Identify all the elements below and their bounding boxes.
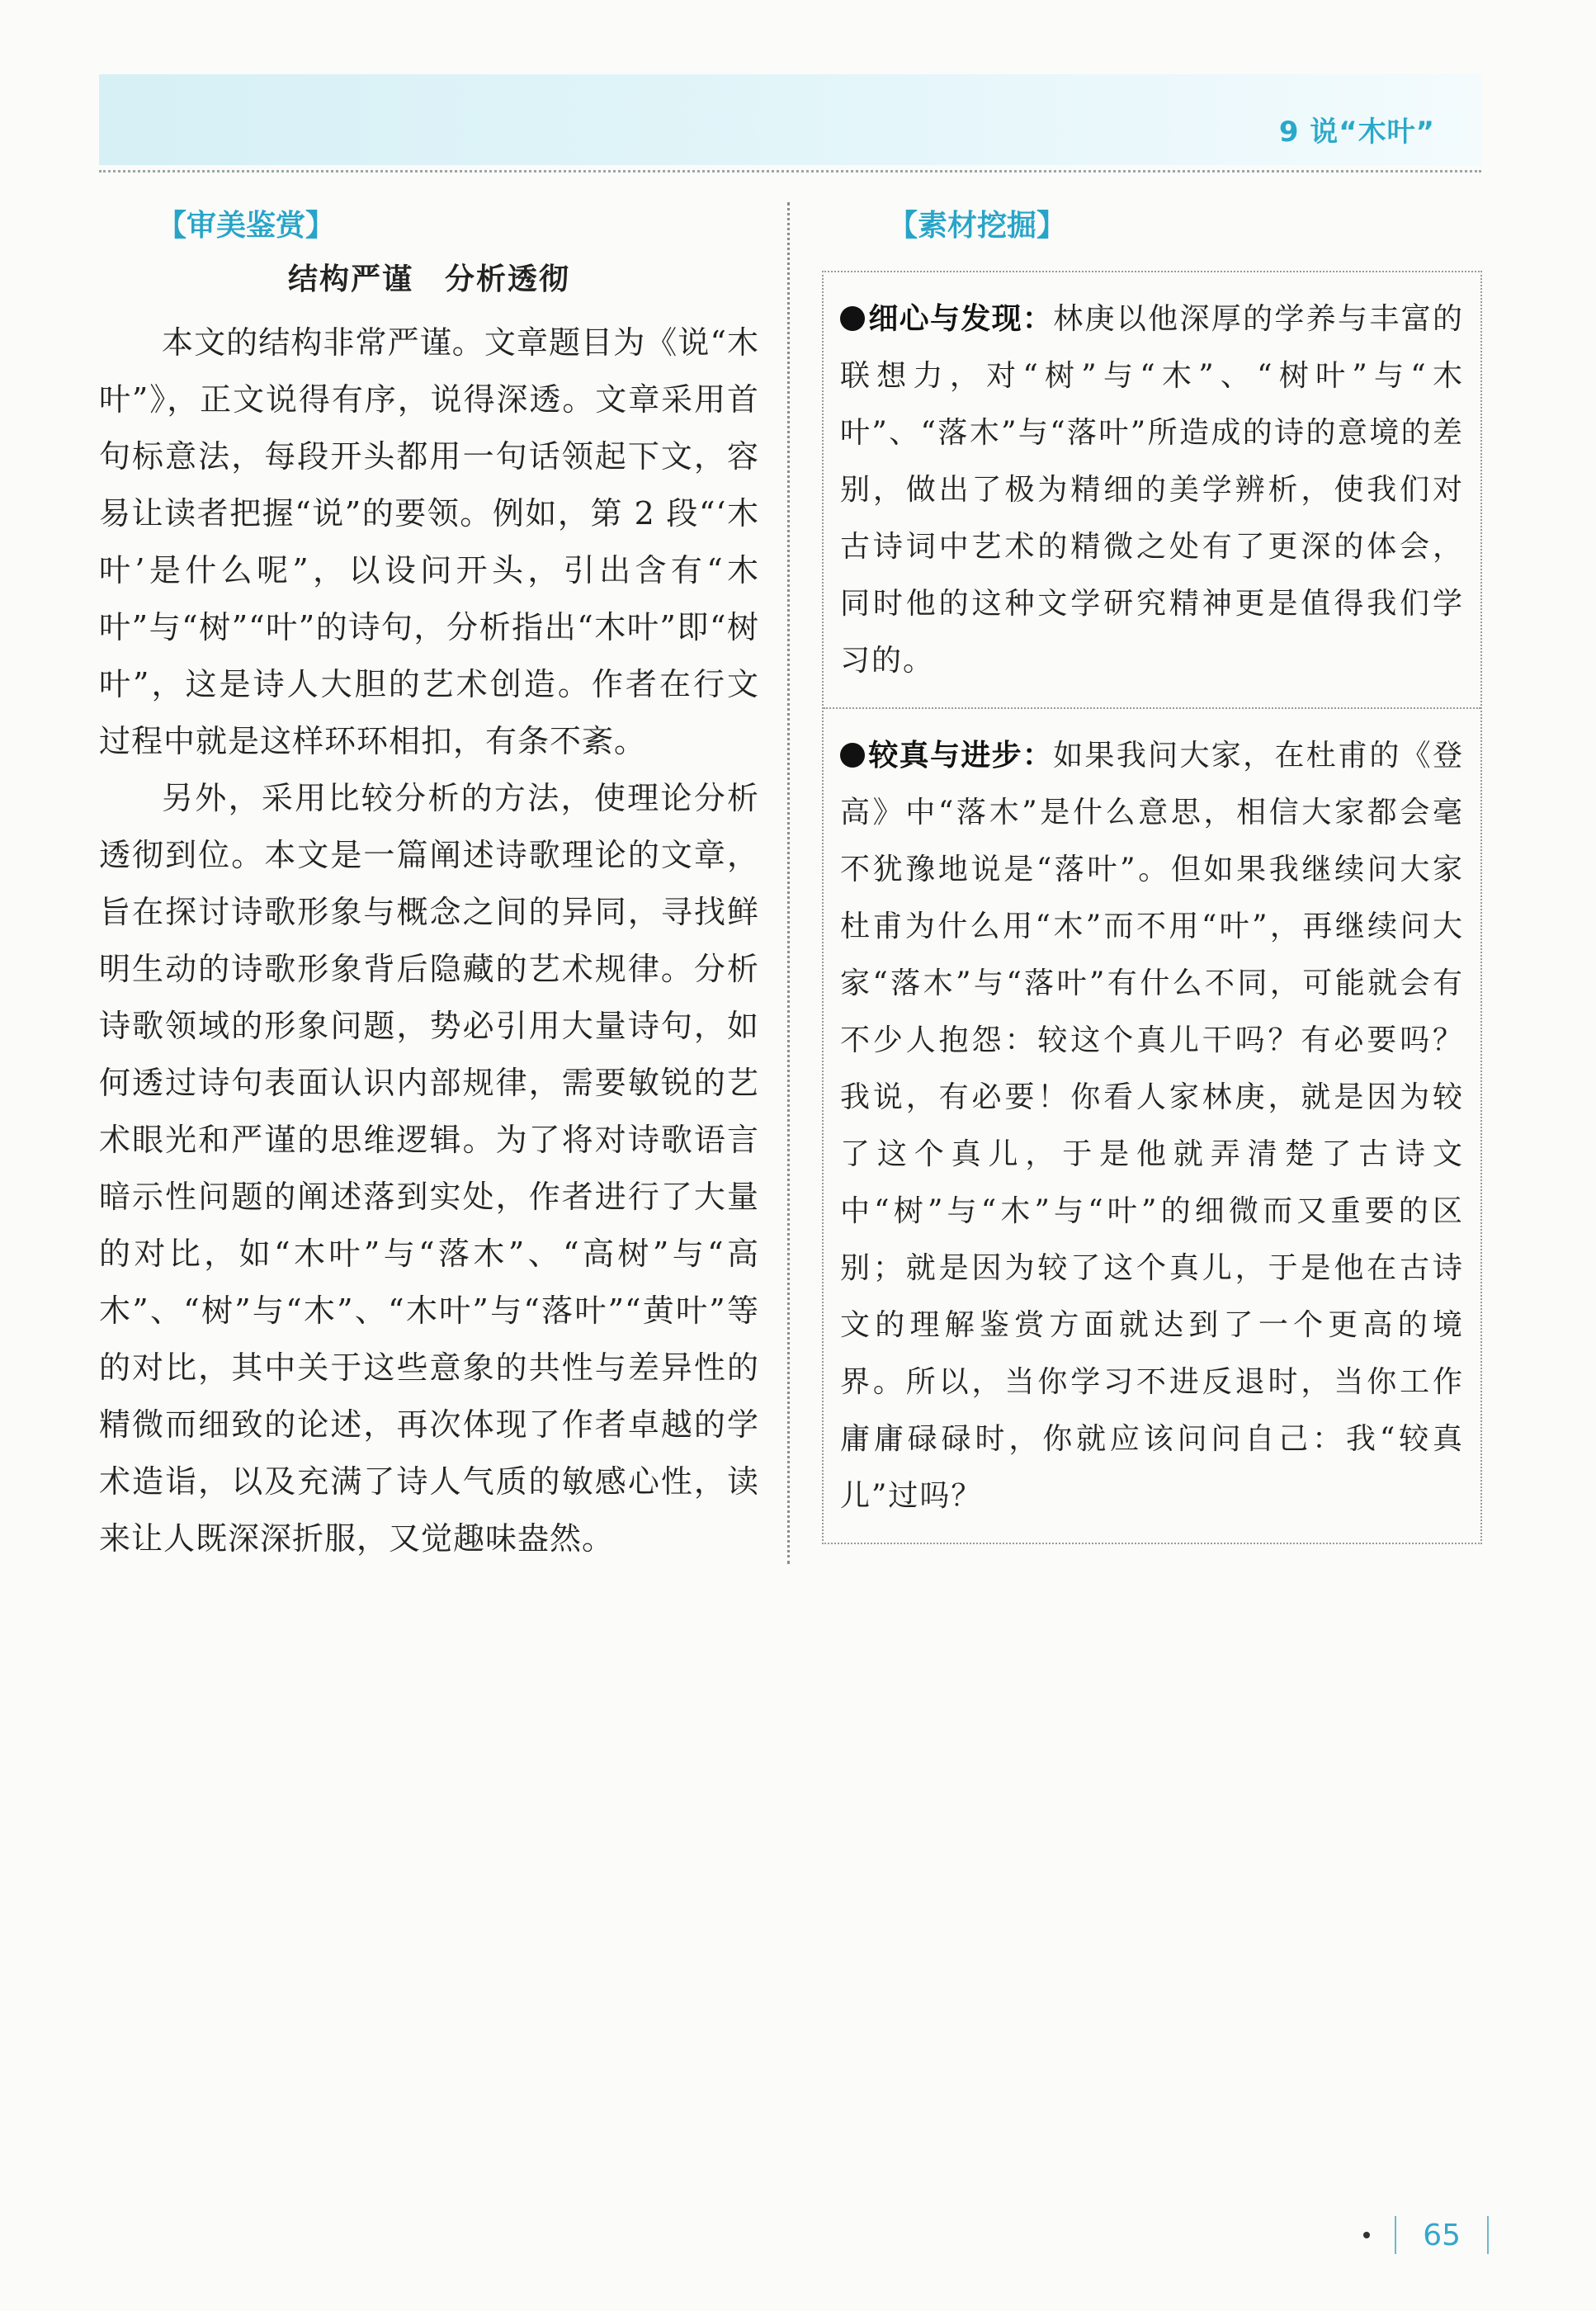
page-footer [1363,2216,1489,2254]
section-tag-material: 【素材挖掘】 [888,209,1067,243]
material-item-body: 如果我问大家，在杜甫的《登高》中“落木”是什么意思，相信大家都会毫不犹豫地说是“落叶”。但如果我继续问大家杜甫为什么用“木”而不用“叶”，再继续问大家“落木”与“落叶”有什么不同，可能就会有不少人抱怨：较这个真儿干吗？有必要吗？我说，有必要！你看人家林庚，就是因为较了这个真儿，于是他就弄清楚了古诗文中“树”与“木”与“叶”的细微而又重要的区别；就是因为较了这个真儿，于是他在古诗文的理解鉴赏方面就达到了一个更高的境界。所以，当你学习不进反退时，当你工作庸庸碌碌时，你就应该问问自己：我“较真儿”过吗？ [840,739,1464,1513]
section-tag-aesthetic: 【审美鉴赏】 [157,209,336,243]
bullet-dot-icon [840,743,865,768]
page-number: 65 [1423,2218,1461,2252]
material-box [822,271,1482,1544]
aesthetic-appreciation-section [99,202,759,1567]
footer-bar-left [1395,2216,1396,2254]
footer-bar-right [1487,2216,1489,2254]
material-mining-section [822,202,1482,1544]
material-item-detail-discovery [824,272,1480,707]
bullet-dot-icon [840,306,865,331]
header-band [99,74,1481,165]
paragraph-1: 本文的结构非常严谨。文章题目为《说“木叶”》，正文说得有序，说得深透。文章采用首句标意法，每段开头都用一句话领起下文，容易让读者把握“说”的要领。例如，第 2 段“‘木叶’是什么呢”，以设问开头，引出含有“木叶”与“树”“叶”的诗句，分析指出“木叶”即“树叶”，这是诗人大胆的艺术创造。作者在行文过程中就是这样环环相扣，有条不紊。 [99,324,759,759]
material-item-seriousness-progress [824,707,1480,1543]
paragraph-2: 另外，采用比较分析的方法，使理论分析透彻到位。本文是一篇阐述诗歌理论的文章，旨在探讨诗歌形象与概念之间的异同，寻找鲜明生动的诗歌形象背后隐藏的艺术规律。分析诗歌领域的形象问题，势必引用大量诗句，如何透过诗句表面认识内部规律，需要敏锐的艺术眼光和严谨的思维逻辑。为了将对诗歌语言暗示性问题的阐述落到实处，作者进行了大量的对比，如“木叶”与“落木”、“高树”与“高木”、“树”与“木”、“木叶”与“落叶”“黄叶”等的对比，其中关于这些意象的共性与差异性的精微而细致的论述，再次体现了作者卓越的学术造诣，以及充满了诗人气质的敏感心性，读来让人既深深折服，又觉趣味盎然。 [99,780,759,1557]
material-item-heading: 较真与进步： [868,739,1054,773]
column-divider [787,202,790,1564]
material-item-text [840,727,1464,1524]
footer-dot-icon [1363,2232,1370,2238]
material-item-body: 林庚以他深厚的学养与丰富的联想力，对“树”与“木”、“树叶”与“木叶”、“落木”与“落叶”所造成的诗的意境的差别，做出了极为精细的美学辨析，使我们对古诗词中艺术的精微之处有了更深的体会，同时他的这种文学研究精神更是值得我们学习的。 [840,302,1464,678]
material-item-text [840,291,1464,689]
header-divider [99,170,1481,172]
section-subtitle: 结构严谨 分析透彻 [287,262,570,296]
material-item-heading: 细心与发现： [868,302,1054,336]
chapter-title: 9 说“木叶” [1278,116,1435,149]
